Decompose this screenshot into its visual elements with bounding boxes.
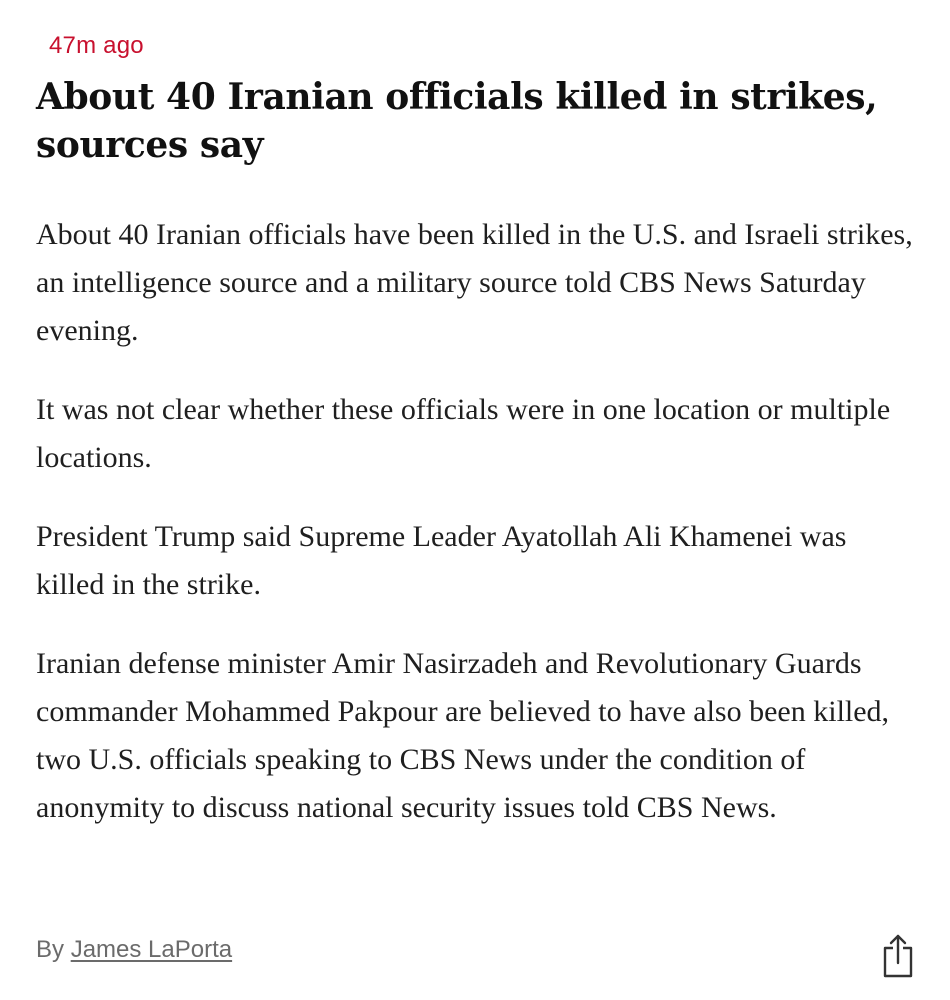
author-link[interactable]: James LaPorta [70, 936, 233, 963]
body-paragraph: Iranian defense minister Amir Nasirzadeh and Revolutionary Guards commander Mohammed Pakpour are believed to have also been killed, two U.S. officials speaking to CBS News under the condition of anonymity to discuss national security issues told CBS News. [36, 647, 890, 824]
byline [36, 935, 232, 965]
body-paragraph: It was not clear whether these officials were in one location or multiple locations. [36, 393, 891, 474]
post-body [36, 211, 916, 863]
share-button[interactable] [880, 934, 916, 978]
body-paragraph: President Trump said Supreme Leader Ayatollah Ali Khamenei was killed in the strike. [36, 520, 847, 601]
body-paragraph: About 40 Iranian officials have been killed in the U.S. and Israeli strikes, an intelligence source and a military source told CBS News Saturday evening. [36, 218, 913, 347]
post-headline: About 40 Iranian officials killed in strikes, sources say [36, 76, 878, 166]
share-icon [880, 934, 916, 978]
post-timestamp: 47m ago [49, 32, 144, 59]
byline-prefix: By [36, 936, 65, 963]
